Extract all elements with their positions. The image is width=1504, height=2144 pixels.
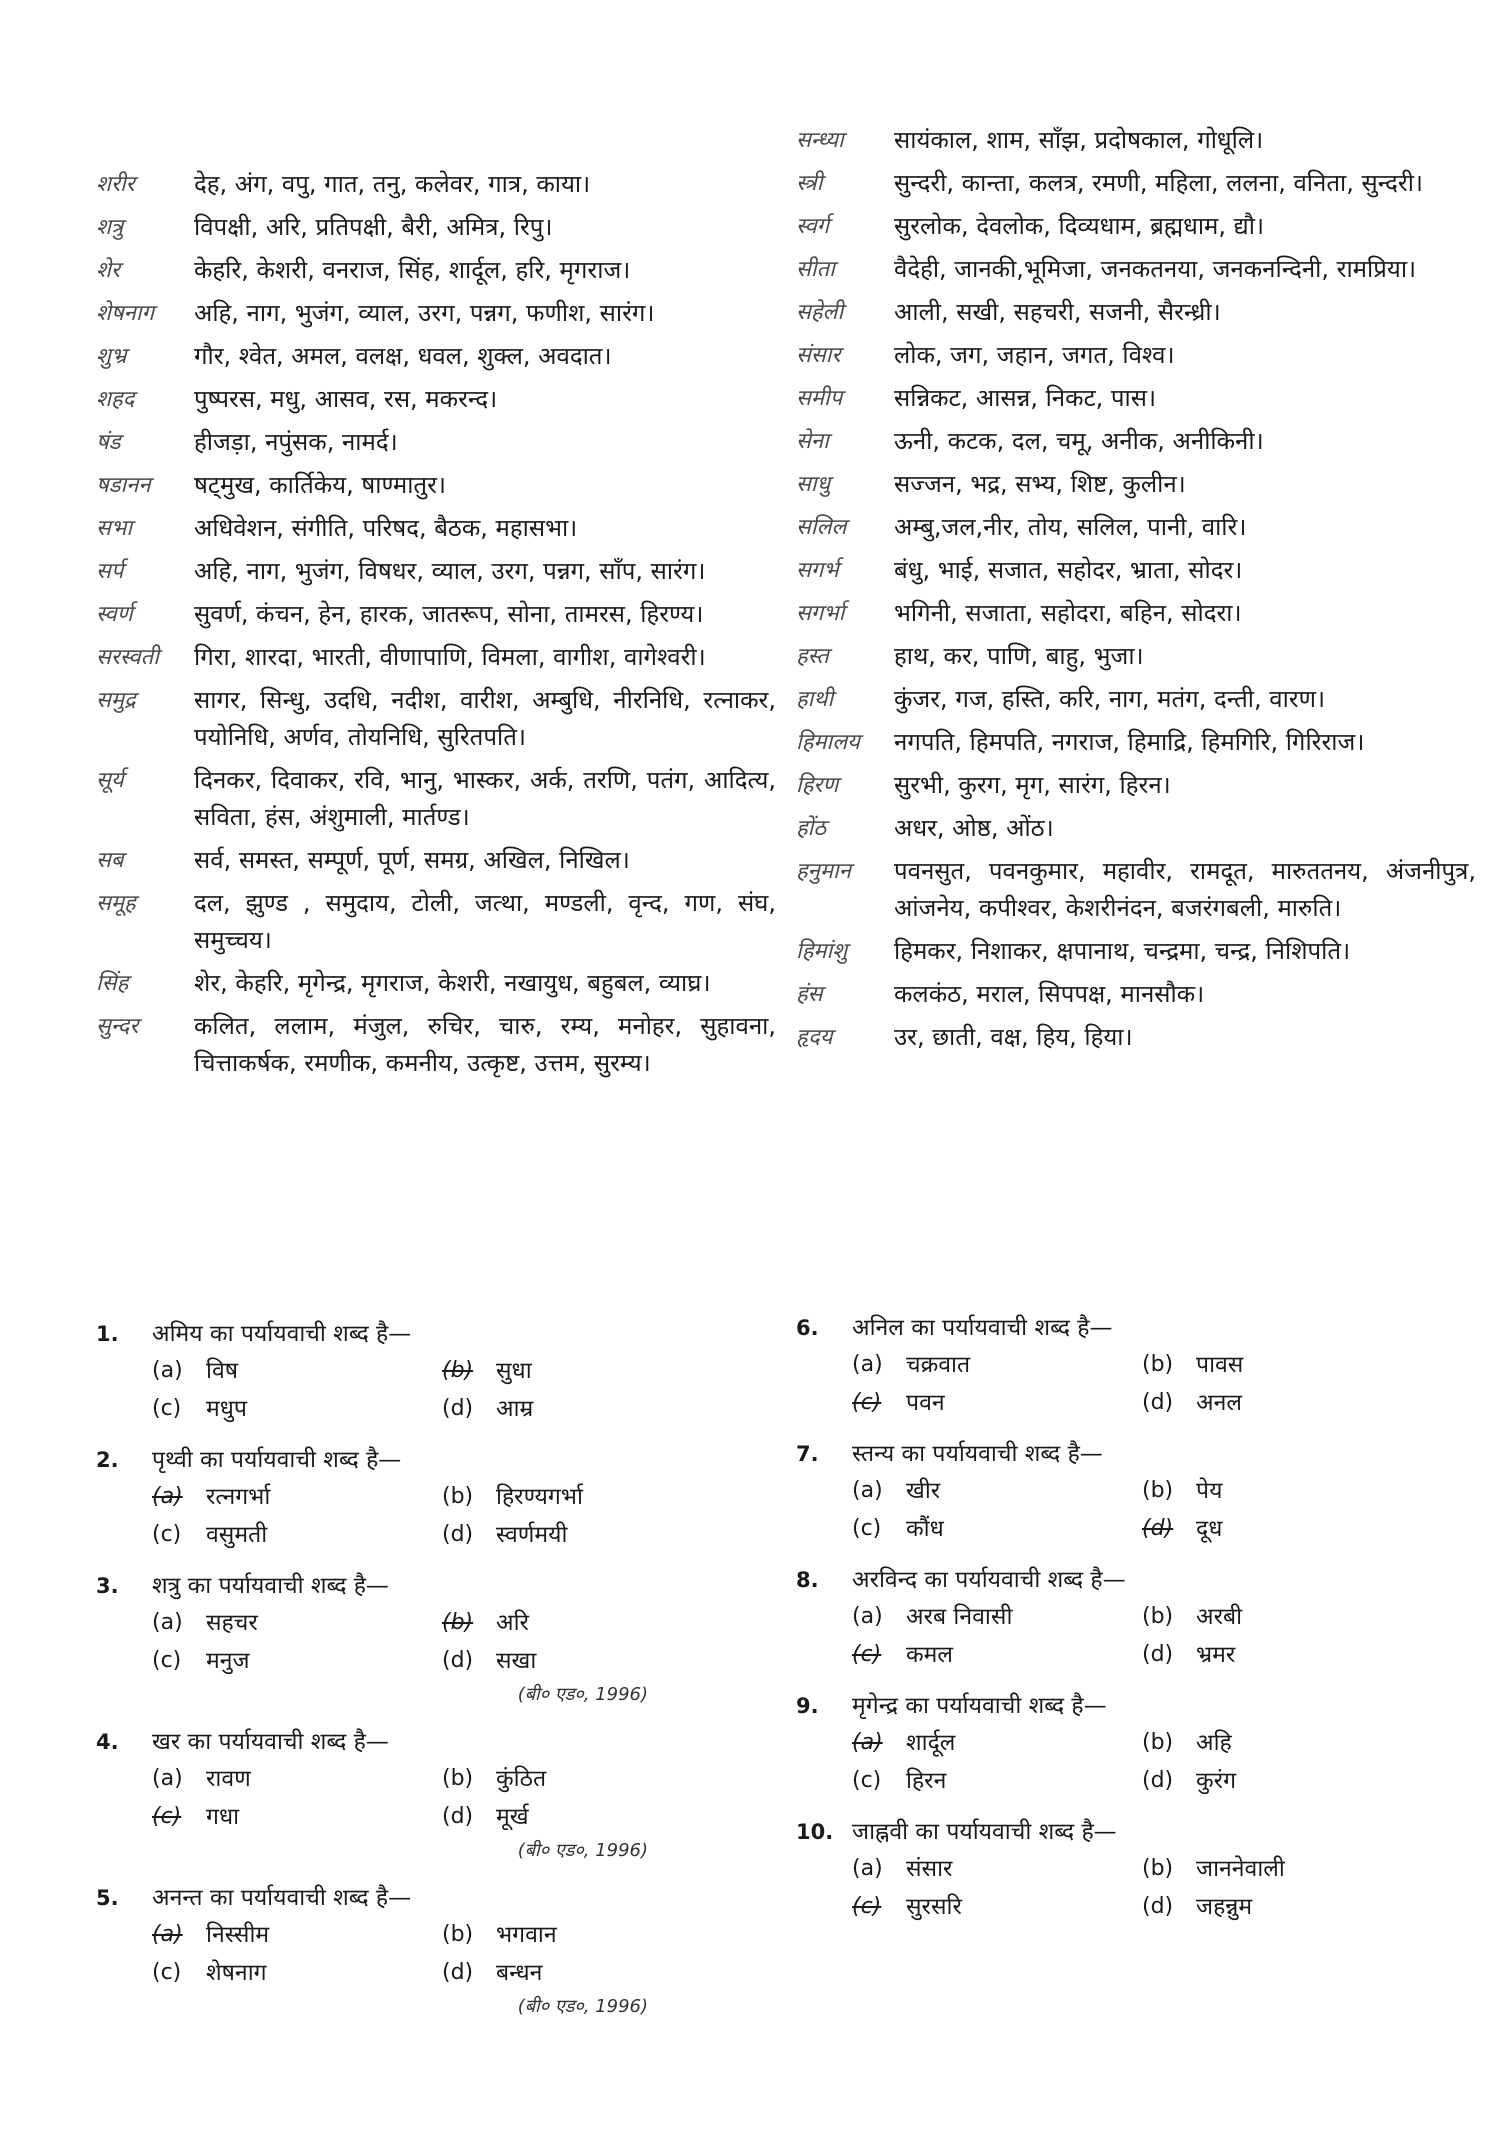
option-text: पावस <box>1196 1352 1244 1378</box>
option-text: सुरसरि <box>906 1894 962 1920</box>
option-text: निस्सीम <box>206 1922 270 1948</box>
option-letter: (d) <box>1142 1390 1174 1415</box>
answer-option[interactable] <box>1142 1510 1432 1548</box>
answer-option[interactable] <box>152 1390 442 1428</box>
synonym-list: विपक्षी, अरि, प्रतिपक्षी, बैरी, अमित्र, रिपु। <box>194 213 553 241</box>
synonym-headword: हनुमान <box>796 859 851 884</box>
synonym-headword: सब <box>96 848 124 873</box>
question-text: खर का पर्यायवाची शब्द है— <box>152 1729 389 1755</box>
synonym-headword: सभा <box>96 516 133 541</box>
synonym-entry <box>96 842 776 879</box>
synonym-entry <box>796 466 1476 503</box>
question-number: 8. <box>796 1568 819 1592</box>
question-item <box>796 1814 1436 1926</box>
synonym-list: शेर, केहरि, मृगेन्द्र, मृगराज, केशरी, नखायुध, बहुबल, व्याघ्र। <box>194 969 711 997</box>
synonym-entry <box>796 767 1476 804</box>
synonym-headword: संसार <box>796 343 841 368</box>
option-text: शेषनाग <box>206 1960 267 1986</box>
option-letter: (c) <box>852 1642 882 1667</box>
synonym-list: कलकंठ, मराल, सिपपक्ष, मानसौक। <box>894 980 1205 1008</box>
option-letter: (b) <box>1142 1604 1174 1629</box>
question-number: 7. <box>796 1442 819 1466</box>
synonym-headword: सगर्भा <box>796 601 845 626</box>
question-number: 2. <box>96 1448 119 1472</box>
exam-source: (बी० एड०, 1996) <box>517 1840 648 1861</box>
option-letter: (d) <box>442 1396 474 1421</box>
answer-option[interactable] <box>442 1642 732 1680</box>
question-number: 5. <box>96 1886 119 1910</box>
synonym-list: सुन्दरी, कान्ता, कलत्र, रमणी, महिला, ललना, वनिता, सुन्दरी। <box>894 169 1424 197</box>
answer-option[interactable] <box>852 1384 1142 1422</box>
synonym-list: पवनसुत, पवनकुमार, महावीर, रामदूत, मारुततनय, अंजनीपुत्र, आंजनेय, कपीश्वर, केशरीनंदन, बजरंगबली, मारुति। <box>894 857 1476 922</box>
question-stem <box>796 1814 1436 1850</box>
synonym-entry <box>796 810 1476 847</box>
option-letter: (d) <box>442 1960 474 1985</box>
synonym-entry <box>796 294 1476 331</box>
exam-source: (बी० एड०, 1996) <box>517 1684 648 1705</box>
answer-option[interactable] <box>852 1762 1142 1800</box>
synonym-list: बंधु, भाई, सजात, सहोदर, भ्राता, सोदर। <box>894 556 1243 584</box>
option-letter: (a) <box>852 1730 883 1755</box>
answer-option[interactable] <box>1142 1636 1432 1674</box>
question-text: जाह्नवी का पर्यायवाची शब्द है— <box>852 1819 1117 1845</box>
synonym-headword: हिमांशु <box>796 939 848 964</box>
synonym-list: अहि, नाग, भुजंग, व्याल, उरग, पन्नग, फणीश, सारंग। <box>194 299 655 327</box>
answer-option[interactable] <box>852 1724 1142 1762</box>
synonym-headword: सुन्दर <box>96 1014 139 1039</box>
question-stem <box>796 1436 1436 1472</box>
option-text: कमल <box>906 1642 954 1668</box>
option-letter: (a) <box>152 1484 183 1509</box>
answer-option[interactable] <box>852 1850 1142 1888</box>
question-item <box>96 1442 736 1554</box>
exam-source: (बी० एड०, 1996) <box>517 1996 648 2017</box>
synonym-entry <box>96 467 776 504</box>
answer-option[interactable] <box>442 1954 732 1992</box>
synonym-headword: सरस्वती <box>96 645 159 670</box>
answer-option[interactable] <box>1142 1472 1432 1510</box>
synonym-list: लोक, जग, जहान, जगत, विश्व। <box>894 341 1175 369</box>
synonym-list: कुंजर, गज, हस्ति, करि, नाग, मतंग, दन्ती, वारण। <box>894 685 1326 713</box>
question-text: अनन्त का पर्यायवाची शब्द है— <box>152 1885 412 1911</box>
option-letter: (c) <box>852 1390 882 1415</box>
synonym-entry <box>796 509 1476 546</box>
option-text: कुंठित <box>496 1766 547 1792</box>
option-text: जहन्नुम <box>1196 1894 1253 1920</box>
question-stem <box>96 1880 736 1916</box>
option-letter: (b) <box>442 1484 474 1509</box>
option-letter: (b) <box>442 1358 474 1383</box>
synonym-list: अम्बु,जल,नीर, तोय, सलिल, पानी, वारि। <box>894 513 1247 541</box>
synonym-headword: सेना <box>796 429 829 454</box>
synonym-entry <box>796 638 1476 675</box>
answer-option[interactable] <box>1142 1888 1432 1926</box>
synonym-headword: समीप <box>796 386 843 411</box>
answer-option[interactable] <box>1142 1346 1432 1384</box>
answer-option[interactable] <box>152 1760 442 1798</box>
synonym-headword: षंड <box>96 430 121 455</box>
option-text: मूर्ख <box>496 1804 529 1830</box>
synonym-list: हीजड़ा, नपुंसक, नामर्द। <box>194 428 398 456</box>
synonym-headword: स्वर्ग <box>796 214 830 239</box>
synonym-list: दिनकर, दिवाकर, रवि, भानु, भास्कर, अर्क, तरणि, पतंग, आदित्य, सविता, हंस, अंशुमाली, मार्तण्ड। <box>194 766 776 831</box>
option-letter: (b) <box>442 1766 474 1791</box>
synonym-list: गिरा, शारदा, भारती, वीणापाणि, विमला, वागीश, वागेश्वरी। <box>194 643 706 671</box>
synonym-list: वैदेही, जानकी,भूमिजा, जनकतनया, जनकनन्दिनी, रामप्रिया। <box>894 255 1417 283</box>
synonym-entry <box>96 965 776 1002</box>
synonym-headword: शत्रु <box>96 215 124 240</box>
synonym-list: सायंकाल, शाम, साँझ, प्रदोषकाल, गोधूलि। <box>894 126 1264 154</box>
question-number: 1. <box>96 1322 119 1346</box>
option-letter: (c) <box>152 1648 182 1673</box>
question-item <box>96 1880 736 2022</box>
synonym-entry <box>796 423 1476 460</box>
synonym-headword: शेर <box>96 258 120 283</box>
option-text: कुरंग <box>1196 1768 1237 1794</box>
synonym-entry <box>96 639 776 676</box>
question-stem <box>796 1562 1436 1598</box>
option-text: चक्रवात <box>906 1352 971 1378</box>
synonym-entry <box>796 337 1476 374</box>
option-text: पेय <box>1196 1478 1223 1504</box>
synonym-entry <box>796 380 1476 417</box>
answer-option[interactable] <box>1142 1724 1432 1762</box>
question-stem <box>796 1310 1436 1346</box>
answer-option[interactable] <box>442 1760 732 1798</box>
synonym-list: सुरलोक, देवलोक, दिव्यधाम, ब्रह्मधाम, द्यौ। <box>894 212 1265 240</box>
question-text: पृथ्वी का पर्यायवाची शब्द है— <box>152 1447 402 1473</box>
synonym-list: सुवर्ण, कंचन, हेन, हारक, जातरूप, सोना, तामरस, हिरण्य। <box>194 600 704 628</box>
question-text: अनिल का पर्यायवाची शब्द है— <box>852 1315 1113 1341</box>
option-letter: (d) <box>442 1648 474 1673</box>
option-letter: (d) <box>1142 1516 1174 1541</box>
synonym-entry <box>796 208 1476 245</box>
question-number: 9. <box>796 1694 819 1718</box>
synonym-list: उर, छाती, वक्ष, हिय, हिया। <box>894 1023 1133 1051</box>
option-text: सखा <box>496 1648 537 1674</box>
option-text: भगवान <box>496 1922 557 1948</box>
question-number: 10. <box>796 1820 834 1844</box>
option-letter: (a) <box>152 1766 183 1791</box>
synonym-entry <box>96 166 776 203</box>
synonym-entry <box>796 933 1476 970</box>
synonym-list: षट्मुख, कार्तिकेय, षाण्मातुर। <box>194 471 447 499</box>
synonym-list: देह, अंग, वपु, गात, तनु, कलेवर, गात्र, काया। <box>194 170 591 198</box>
option-letter: (d) <box>1142 1642 1174 1667</box>
synonym-list: कलित, ललाम, मंजुल, रुचिर, चारु, रम्य, मनोहर, सुहावना, चित्ताकर्षक, रमणीक, कमनीय, उत्कृष्ट, उत्तम, सुरम्य। <box>194 1012 776 1077</box>
option-grid <box>852 1850 1436 1926</box>
synonym-entry <box>96 510 776 547</box>
synonym-entry <box>96 885 776 959</box>
question-text: मृगेन्द्र का पर्यायवाची शब्द है— <box>852 1693 1107 1719</box>
answer-option[interactable] <box>852 1598 1142 1636</box>
question-item <box>796 1436 1436 1548</box>
option-letter: (a) <box>152 1358 183 1383</box>
synonym-entry <box>796 165 1476 202</box>
answer-option[interactable] <box>442 1798 732 1836</box>
answer-option[interactable] <box>1142 1850 1432 1888</box>
synonym-list: पुष्परस, मधु, आसव, रस, मकरन्द। <box>194 385 498 413</box>
synonym-headword: स्वर्ण <box>96 602 133 627</box>
option-text: सहचर <box>206 1610 258 1636</box>
synonym-headword: होंठ <box>796 816 827 841</box>
synonym-entry <box>796 552 1476 589</box>
option-letter: (d) <box>1142 1894 1174 1919</box>
option-letter: (c) <box>152 1396 182 1421</box>
synonym-headword: शेषनाग <box>96 301 154 326</box>
option-text: रत्नगर्भा <box>206 1484 271 1510</box>
option-grid <box>152 1760 736 1836</box>
synonym-column-right <box>796 122 1476 1062</box>
synonym-list: गौर, श्वेत, अमल, वलक्ष, धवल, शुक्ल, अवदात। <box>194 342 612 370</box>
answer-option[interactable] <box>152 1604 442 1642</box>
option-letter: (c) <box>852 1894 882 1919</box>
question-item <box>96 1724 736 1866</box>
answer-option[interactable] <box>442 1352 732 1390</box>
answer-option[interactable] <box>852 1510 1142 1548</box>
synonym-list: अधिवेशन, संगीति, परिषद, बैठक, महासभा। <box>194 514 578 542</box>
option-grid <box>852 1346 1436 1422</box>
option-text: पवन <box>906 1390 945 1416</box>
synonym-entry <box>796 853 1476 927</box>
question-number: 6. <box>796 1316 819 1340</box>
option-text: विष <box>206 1358 239 1384</box>
answer-option[interactable] <box>152 1516 442 1554</box>
option-text: गधा <box>206 1804 240 1830</box>
synonym-entry <box>96 295 776 332</box>
answer-option[interactable] <box>152 1798 442 1836</box>
question-stem <box>96 1316 736 1352</box>
option-text: रावण <box>206 1766 251 1792</box>
answer-option[interactable] <box>152 1954 442 1992</box>
synonym-headword: हाथी <box>796 687 834 712</box>
option-text: हिरन <box>906 1768 947 1794</box>
option-letter: (a) <box>852 1856 883 1881</box>
synonym-list: दल, झुण्ड , समुदाय, टोली, जत्था, मण्डली, वृन्द, गण, संघ, समुच्चय। <box>194 889 776 954</box>
answer-option[interactable] <box>442 1478 732 1516</box>
question-stem <box>796 1688 1436 1724</box>
option-text: अरबी <box>1196 1604 1243 1630</box>
option-grid <box>152 1352 736 1428</box>
synonym-headword: हस्त <box>796 644 829 669</box>
synonym-headword: सर्प <box>96 559 124 584</box>
answer-option[interactable] <box>442 1604 732 1642</box>
option-grid <box>152 1916 736 1992</box>
synonym-entry <box>796 976 1476 1013</box>
question-text: शत्रु का पर्यायवाची शब्द है— <box>152 1573 389 1599</box>
option-text: सुधा <box>496 1358 532 1384</box>
synonym-headword: शहद <box>96 387 135 412</box>
option-letter: (b) <box>442 1922 474 1947</box>
option-text: कौंध <box>906 1516 944 1542</box>
option-letter: (d) <box>442 1804 474 1829</box>
synonym-entry <box>96 209 776 246</box>
synonym-entry <box>96 381 776 418</box>
answer-option[interactable] <box>152 1916 442 1954</box>
synonym-entry <box>96 762 776 836</box>
option-text: मनुज <box>206 1648 250 1674</box>
question-column-left <box>96 1316 736 2036</box>
synonym-headword: षडानन <box>96 473 151 498</box>
answer-option[interactable] <box>442 1916 732 1954</box>
answer-option[interactable] <box>1142 1384 1432 1422</box>
synonym-entry <box>96 553 776 590</box>
option-letter: (b) <box>1142 1856 1174 1881</box>
synonym-headword: सहेली <box>796 300 844 325</box>
option-letter: (d) <box>1142 1768 1174 1793</box>
synonym-headword: हृदय <box>796 1025 833 1050</box>
option-text: हिरण्यगर्भा <box>496 1484 583 1510</box>
option-text: शार्दूल <box>906 1730 956 1756</box>
option-grid <box>852 1472 1436 1548</box>
synonym-headword: हंस <box>796 982 823 1007</box>
synonym-list: सागर, सिन्धु, उदधि, नदीश, वारीश, अम्बुधि, नीरनिधि, रत्नाकर, पयोनिधि, अर्णव, तोयनिधि, सुरितपति। <box>194 686 776 751</box>
question-stem <box>96 1724 736 1760</box>
synonym-headword: हिमालय <box>796 730 860 755</box>
question-number: 4. <box>96 1730 119 1754</box>
option-letter: (b) <box>1142 1730 1174 1755</box>
synonym-list: केहरि, केशरी, वनराज, सिंह, शार्दूल, हरि, मृगराज। <box>194 256 631 284</box>
synonym-entry <box>96 424 776 461</box>
option-letter: (c) <box>152 1960 182 1985</box>
synonym-list: ऊनी, कटक, दल, चमू, अनीक, अनीकिनी। <box>894 427 1264 455</box>
option-text: संसार <box>906 1856 953 1882</box>
question-text: स्तन्य का पर्यायवाची शब्द है— <box>852 1441 1103 1467</box>
synonym-headword: साधु <box>796 472 831 497</box>
option-text: बन्धन <box>496 1960 543 1986</box>
question-item <box>796 1310 1436 1422</box>
answer-option[interactable] <box>852 1346 1142 1384</box>
option-grid <box>152 1604 736 1680</box>
option-text: भ्रमर <box>1196 1642 1236 1668</box>
answer-option[interactable] <box>1142 1762 1432 1800</box>
option-text: वसुमती <box>206 1522 268 1548</box>
synonym-list: नगपति, हिमपति, नगराज, हिमाद्रि, हिमगिरि, गिरिराज। <box>894 728 1365 756</box>
synonym-entry <box>796 1019 1476 1056</box>
synonym-entry <box>796 251 1476 288</box>
option-letter: (b) <box>1142 1478 1174 1503</box>
synonym-headword: सन्ध्या <box>796 128 844 153</box>
synonym-list: अधर, ओष्ठ, ओंठ। <box>894 814 1054 842</box>
option-text: अरब निवासी <box>906 1604 1013 1630</box>
answer-option[interactable] <box>1142 1598 1432 1636</box>
answer-option[interactable] <box>442 1390 732 1428</box>
synonym-headword: शुभ्र <box>96 344 127 369</box>
synonym-headword: सगर्भ <box>796 558 839 583</box>
synonym-list: आली, सखी, सहचरी, सजनी, सैरन्ध्री। <box>894 298 1221 326</box>
option-text: मधुप <box>206 1396 247 1422</box>
answer-option[interactable] <box>152 1478 442 1516</box>
option-text: जाननेवाली <box>1196 1856 1285 1882</box>
answer-option[interactable] <box>852 1472 1142 1510</box>
question-number: 3. <box>96 1574 119 1598</box>
option-text: अहि <box>1196 1730 1232 1756</box>
synonym-entry <box>96 338 776 375</box>
synonym-column-left <box>96 166 776 1088</box>
synonym-headword: सलिल <box>796 515 847 540</box>
synonym-list: अहि, नाग, भुजंग, विषधर, व्याल, उरग, पन्नग, साँप, सारंग। <box>194 557 706 585</box>
synonym-entry <box>796 595 1476 632</box>
synonym-entry <box>796 122 1476 159</box>
option-letter: (c) <box>852 1768 882 1793</box>
question-item <box>96 1316 736 1428</box>
option-grid <box>852 1598 1436 1674</box>
answer-option[interactable] <box>442 1516 732 1554</box>
synonym-entry <box>796 724 1476 761</box>
synonym-entry <box>96 682 776 756</box>
synonym-entry <box>96 1008 776 1082</box>
synonym-headword: सूर्य <box>96 768 124 793</box>
question-column-right <box>796 1310 1436 1940</box>
question-text: अरविन्द का पर्यायवाची शब्द है— <box>852 1567 1126 1593</box>
question-text: अमिय का पर्यायवाची शब्द है— <box>152 1321 412 1347</box>
question-item <box>796 1562 1436 1674</box>
answer-option[interactable] <box>152 1352 442 1390</box>
question-item <box>796 1688 1436 1800</box>
option-letter: (c) <box>152 1522 182 1547</box>
synonym-entry <box>96 252 776 289</box>
question-item <box>96 1568 736 1710</box>
synonym-list: भगिनी, सजाता, सहोदरा, बहिन, सोदरा। <box>894 599 1242 627</box>
synonym-headword: हिरण <box>796 773 839 798</box>
synonym-list: सज्जन, भद्र, सभ्य, शिष्ट, कुलीन। <box>894 470 1186 498</box>
synonym-entry <box>96 596 776 633</box>
option-text: आम्र <box>496 1396 534 1422</box>
answer-option[interactable] <box>852 1636 1142 1674</box>
question-stem <box>96 1568 736 1604</box>
synonym-entry <box>796 681 1476 718</box>
synonym-list: हिमकर, निशाकर, क्षपानाथ, चन्द्रमा, चन्द्र, निशिपति। <box>894 937 1351 965</box>
synonym-headword: शरीर <box>96 172 135 197</box>
option-letter: (a) <box>152 1922 183 1947</box>
option-letter: (d) <box>442 1522 474 1547</box>
synonym-headword: समुद्र <box>96 688 136 713</box>
synonym-list: हाथ, कर, पाणि, बाहु, भुजा। <box>894 642 1144 670</box>
option-letter: (a) <box>152 1610 183 1635</box>
synonym-list: सर्व, समस्त, सम्पूर्ण, पूर्ण, समग्र, अखिल, निखिल। <box>194 846 630 874</box>
option-letter: (c) <box>852 1516 882 1541</box>
option-letter: (a) <box>852 1352 883 1377</box>
option-letter: (b) <box>442 1610 474 1635</box>
synonym-headword: सिंह <box>96 971 129 996</box>
option-letter: (b) <box>1142 1352 1174 1377</box>
synonym-list: सुरभी, कुरग, मृग, सारंग, हिरन। <box>894 771 1171 799</box>
option-letter: (a) <box>852 1478 883 1503</box>
option-text: अरि <box>496 1610 529 1636</box>
option-text: अनल <box>1196 1390 1242 1416</box>
synonym-headword: सीता <box>796 257 835 282</box>
option-text: स्वर्णमयी <box>496 1522 568 1548</box>
answer-option[interactable] <box>152 1642 442 1680</box>
option-grid <box>152 1478 736 1554</box>
option-grid <box>852 1724 1436 1800</box>
option-letter: (a) <box>852 1604 883 1629</box>
answer-option[interactable] <box>852 1888 1142 1926</box>
synonym-headword: स्त्री <box>796 171 823 196</box>
question-stem <box>96 1442 736 1478</box>
option-text: खीर <box>906 1478 941 1504</box>
synonym-headword: समूह <box>96 891 136 916</box>
option-letter: (c) <box>152 1804 182 1829</box>
option-text: दूध <box>1196 1516 1223 1542</box>
synonym-list: सन्निकट, आसन्न, निकट, पास। <box>894 384 1157 412</box>
